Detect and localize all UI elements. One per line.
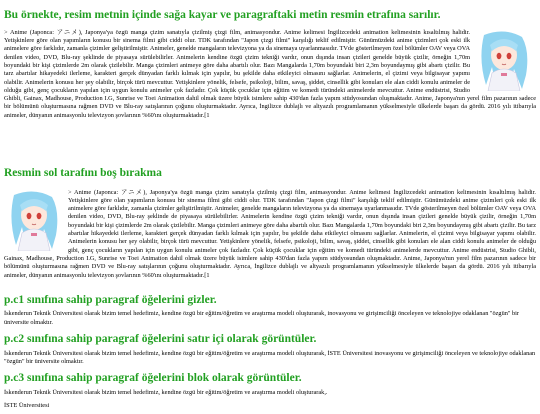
anime-image-right	[474, 29, 534, 91]
section5-paragraph-2: İSTE Üniversitesi	[4, 402, 50, 410]
anime-image-left	[4, 189, 64, 251]
section5-paragraph: İskenderun Teknik Üniversitesi olarak bizim temel hedefimiz, kendine özgü bir eğitim/öğretim ve araştırma modeli oluşturarak,.	[4, 389, 328, 397]
section1-paragraph: > Anime (Japonca: アニメ), Japonya'ya özgü manga çizim sanatıyla çizilmiş çizgi film, animasyondur. Anime kelimesi İngilizcedeki animation kelimesinin kısaltılmış halidir. Yetişkinlere göre olan yapımların konusu bir sinema filmi gibi ciddi olur. TDK tarafından "Japon çizgi filmi" karşılığı teklif edilmiştir. Günümüzdeki anime çizimleri çok eski ilk animelere göre farklıdır, zamanla çizimler geliştirilmiştir. Animeler, genelde mangaların televizyona ya da sinemaya uyarlanmasıdır. TVde gösterilmeyen özel bölümler OAV veya OVA denilen video, DVD, Blu-ray şeklinde de piyasaya sürülebilirler. Animelerin kendine özgü çizim tekniği vardır, onun dışında insan çizileri genelde büyük çizilir, örneğin 1,70m boyundaki bir kişi çizimlerde 2m olarak çizilebilir. Manga çizimleri animeye göre daha abartılı olur. Bazı Mangalarda 1,70m boyundaki biri 2,3m boyundaymış gibi abartı çizilir. Bu tarz abartılar hikayedeki ilerleme, karakteri gerçek dünyadan farklı kılmak için yapılır, bu şekilde daha etkileyici olmasını sağlarlar. Animelerin, el çizimi veya bilgisayar yapımı olabilir. Animelerin konusu her şey olabilir, birçok türü mevcuttur. Yetişkinlere yönelik, felsefe, psikoloji, bilim, savaş, şiddet, cinsellik gibi konuları ele alan ciddi konulu animeler de olduğu gibi, genç çocukların yapılan için uygun konulu animeler çok fazladır. Çok küçük çocuklar için eğitim ve komedi türündeki animelerde mevcuttur. Anime endüstrisi, Studio Ghibli, Gainax, Madhouse, Production I.G, Sunrise ve Toei Animation dahil olmak üzere büyük isimlere sahip 430'dan fazla yapım stüdyosundan oluşmaktadır. Anime, Japonya'nın yerel film pazarının sadece bir bölümünü oluşturmasına rağmen DVD ve Blu-ray satışlarının çoğunu oluşturmaktadır. Ayrıca, İngilizce dublajlı ve altyazılı programlamanın yükselmesiyle ülkelerde başarı da gördü. 2016 yılı itibarıyla animeler, dünyanın animasyonlu televizyon şovlarının %60'ını oluşturmaktadır.[1	[4, 28, 536, 119]
section1-body	[4, 29, 536, 155]
section2-body	[4, 189, 536, 288]
section5-heading: p.c3 sınıfına sahip paragraf öğelerini blok olarak görüntüler.	[4, 372, 302, 385]
section1-heading: Bu örnekte, resim metnin içinde sağa kayar ve paragraftaki metin resmin etrafına sarılır.	[4, 9, 441, 21]
section4-heading: p.c2 sınıfına sahip paragraf öğelerini satır içi olarak görüntüler.	[4, 332, 317, 345]
section2-paragraph: > Anime (Japonca: アニメ), Japonya'ya özgü manga çizim sanatıyla çizilmiş çizgi film, animasyondur. Anime kelimesi İngilizcedeki animation kelimesinin kısaltılmış halidir. Yetişkinlere göre olan yapımların konusu bir sinema filmi gibi ciddi olur. TDK tarafından "Japon çizgi filmi" karşılığı teklif edilmiştir. Günümüzdeki anime çizimleri çok eski ilk animelere göre farklıdır, zamanla çizimler geliştirilmiştir. Animeler, genelde mangaların televizyona ya da sinemaya uyarlanmasıdır. TVde gösterilmeyen özel bölümler OAV veya OVA denilen video, DVD, Blu-ray şeklinde de piyasaya sürülebilirler. Animelerin kendine özgü çizim tekniği vardır, onun dışında insan çizileri genelde büyük çizilir, örneğin 1,70m boyundaki bir kişi çizimlerde 2m olarak çizilebilir. Manga çizimleri animeye göre daha abartılı olur. Bazı Mangalarda 1,70m boyundaki biri 2,3m boyundaymış gibi abartı çizilir. Bu tarz abartılar hikayedeki ilerleme, karakteri gerçek dünyadan farklı kılmak için yapılır, bu şekilde daha etkileyici olmasını sağlarlar. Animelerin, el çizimi veya bilgisayar yapımı olabilir. Animelerin konusu her şey olabilir, birçok türü mevcuttur. Yetişkinlere yönelik, felsefe, psikoloji, bilim, savaş, şiddet, cinsellik gibi konuları ele alan ciddi konulu animeler de olduğu gibi, genç çocukların yapılan için uygun konulu animeler çok fazladır. Çok küçük çocuklar için eğitim ve komedi türündeki animelerde mevcuttur. Anime endüstrisi, Studio Ghibli, Gainax, Madhouse, Production I.G, Sunrise ve Toei Animation dahil olmak üzere büyük isimlere sahip 430'dan fazla yapım stüdyosundan oluşmaktadır. Anime, Japonya'nın yerel film pazarının sadece bir bölümünü oluşturmasına rağmen DVD ve Blu-ray satışlarının çoğunu oluşturmaktadır. Ayrıca, İngilizce dublajlı ve altyazılı programlamanın yükselmesiyle ülkelerde başarı da gördü. 2016 yılı itibarıyla animeler, dünyanın animasyonlu televizyon şovlarının %60'ını oluşturmaktadır.[1	[4, 188, 536, 279]
section4-paragraph: İskenderun Teknik Üniversitesi olarak bizim temel hedefimiz, kendine özgü bir eğitim/öğretim ve araştırma modeli oluşturarak, İSTE Üniversitesi inovasyonu ve girişimciliği önceleyen ve teknolojiye odaklanan "özgün" bir üniversite olmaktır.	[4, 349, 536, 366]
section3-heading: p.c1 sınıfına sahip paragraf öğelerini gizler.	[4, 293, 217, 306]
section2-heading: Resmin sol tarafını boş bırakma	[4, 166, 162, 179]
section3-paragraph: İskenderun Teknik Üniversitesi olarak bizim temel hedefimiz, kendine özgü bir eğitim/öğretim ve araştırma modeli oluşturarak, inovasyonu ve girişimciliği önceleyen ve teknolojiye odaklanan "özgün" bir üniversite olmaktır.	[4, 310, 520, 326]
